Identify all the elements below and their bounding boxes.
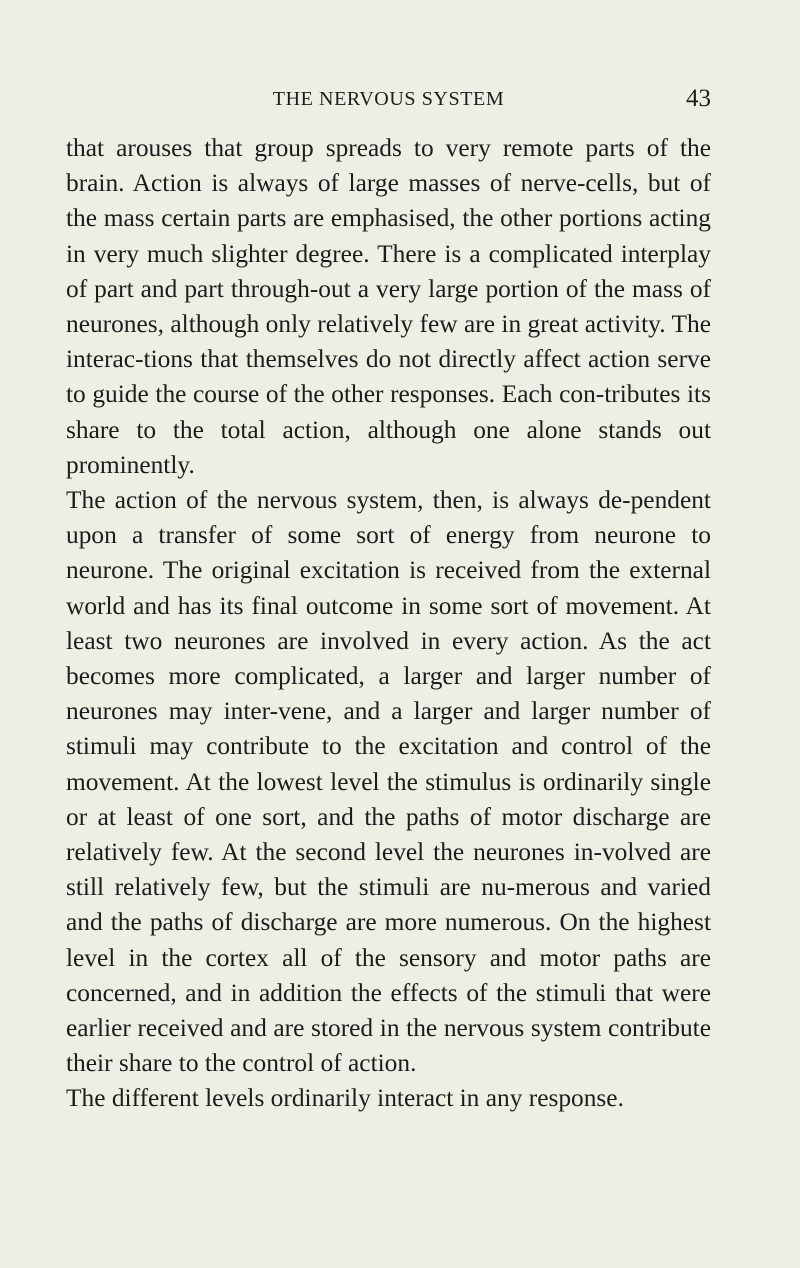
running-head (66, 84, 711, 114)
paragraph-continued: that arouses that group spreads to very remote parts of the brain. Action is always of large masses of nerve-cells, but of the mass certain parts are emphasised, the other portions acting in very much slighter degree. There is a complicated interplay of part and part through-out a very large portion of the mass of neurones, although only relatively few are in great activity. The interac-tions that themselves do not directly affect action serve to guide the course of the other responses. Each con-tributes its share to the total action, although one alone stands out prominently. (66, 134, 711, 479)
page-number: 43 (686, 85, 711, 112)
running-title: THE NERVOUS SYSTEM (272, 88, 505, 110)
body-text (66, 131, 711, 1117)
paragraph-different-levels: The different levels ordinarily interact in any response. (66, 1084, 624, 1113)
paragraph-nervous-system-action: The action of the nervous system, then, is always de-pendent upon a transfer of some sort of energy from neurone to neurone. The original excitation is received from the external world and has its final outcome in some sort of movement. At least two neurones are involved in every action. As the act becomes more complicated, a larger and larger number of neurones may inter-vene, and a larger and larger number of stimuli may contribute to the excitation and control of the movement. At the lowest level the stimulus is ordinarily single or at least of one sort, and the paths of motor discharge are relatively few. At the second level the neurones in-volved are still relatively few, but the stimuli are nu-merous and varied and the paths of discharge are more numerous. On the highest level in the cortex all of the sensory and motor paths are concerned, and in addition the effects of the stimuli that were earlier received and are stored in the nervous system contribute their share to the control of action. (66, 486, 711, 1078)
